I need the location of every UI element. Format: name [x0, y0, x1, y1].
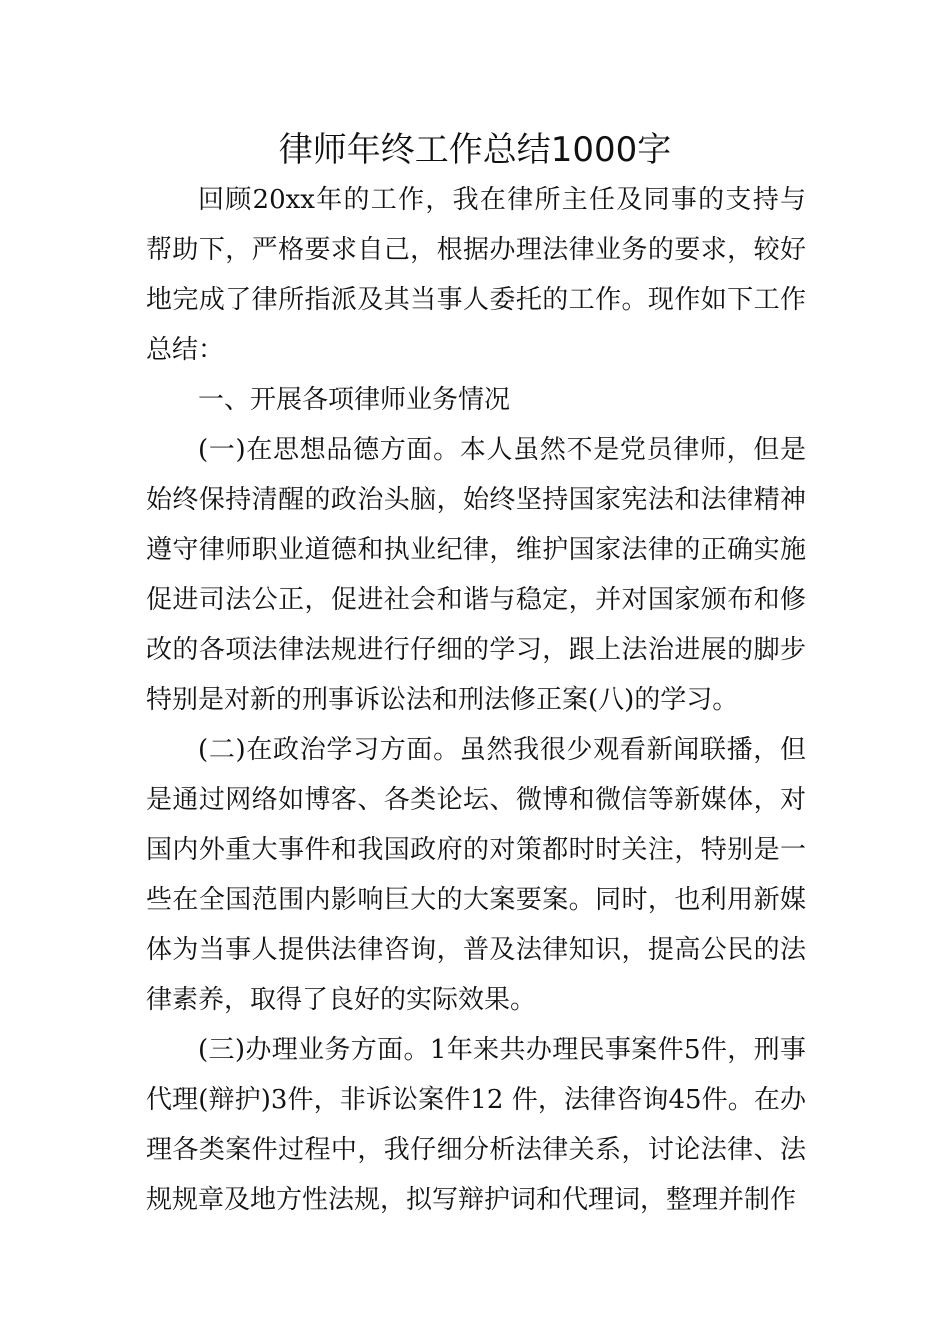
paragraph-intro: 回顾20xx年的工作，我在律所主任及同事的支持与帮助下，严格要求自己，根据办理法律业务的要求，较好地完成了律所指派及其当事人委托的工作。现作如下工作总结： — [146, 185, 806, 365]
document-title: 律师年终工作总结1000字 — [278, 130, 672, 170]
paragraph-business: (三)办理业务方面。1年来共办理民事案件5件，刑事代理(辩护)3件，非诉讼案件12 件，法律咨询45件。在办理各类案件过程中，我仔细分析法律关系，讨论法律、法规规章及地方性法规，拟写辩护词和代理词，整理并制作 — [146, 1035, 806, 1215]
paragraph-ideology: (一)在思想品德方面。本人虽然不是党员律师，但是始终保持清醒的政治头脑，始终坚持国家宪法和法律精神遵守律师职业道德和执业纪律，维护国家法律的正确实施促进司法公正，促进社会和谐与稳定，并对国家颁布和修改的各项法律法规进行仔细的学习，跟上法治进展的脚步特别是对新的刑事诉讼法和刑法修正案(八)的学习。 — [146, 435, 806, 715]
paragraph-politics: (二)在政治学习方面。虽然我很少观看新闻联播，但是通过网络如博客、各类论坛、微博和微信等新媒体，对国内外重大事件和我国政府的对策都时时关注，特别是一些在全国范围内影响巨大的大案要案。同时，也利用新媒体为当事人提供法律咨询，普及法律知识，提高公民的法律素养，取得了良好的实际效果。 — [146, 735, 806, 1015]
section-heading: 一、开展各项律师业务情况 — [198, 385, 511, 415]
document-body — [146, 175, 806, 1225]
